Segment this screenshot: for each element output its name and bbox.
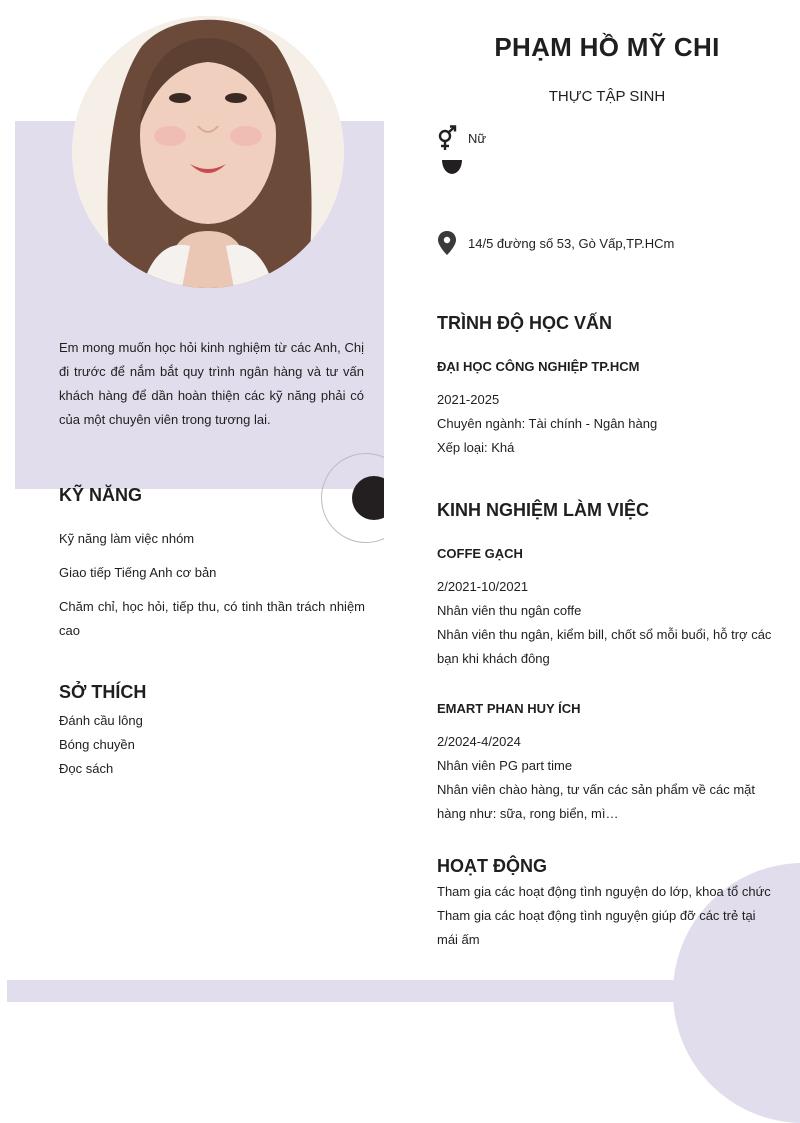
skill-item: Giao tiếp Tiếng Anh cơ bản: [59, 565, 217, 580]
skill-item: Chăm chỉ, học hỏi, tiếp thu, có tinh thần trách nhiệm cao: [59, 599, 365, 638]
job-company: EMART PHAN HUY ÍCH: [437, 701, 581, 716]
location-pin-icon: [436, 231, 458, 255]
skills-heading: KỸ NĂNG: [59, 485, 143, 505]
contact-gender: [436, 126, 486, 150]
job-period: 2/2024-4/2024: [437, 734, 521, 749]
job-description: Nhân viên thu ngân, kiểm bill, chốt sổ mỗi buổi, hỗ trợ các bạn khi khách đông: [437, 627, 772, 666]
skill-item: Kỹ năng làm việc nhóm: [59, 531, 195, 546]
job-position: Nhân viên thu ngân coffe: [437, 603, 582, 618]
job-period: 2/2021-10/2021: [437, 579, 529, 594]
education-major: Chuyên ngành: Tài chính - Ngân hàng: [437, 416, 658, 431]
avatar: [72, 16, 344, 288]
gender-icon: [436, 126, 458, 150]
activities-heading: HOẠT ĐỘNG: [437, 856, 547, 876]
education-rank: Xếp loại: Khá: [437, 440, 515, 455]
career-objective: Em mong muốn học hỏi kinh nghiệm từ các Anh, Chị đi trước để nắm bắt quy trình ngân hàng và tư vấn khách hàng để dần hoàn thiện các kỹ năng phải có của một chuyên viên trong tương lai.: [59, 340, 364, 427]
hobby-item: Bóng chuyền: [59, 737, 135, 752]
hobbies-heading: SỞ THÍCH: [59, 682, 147, 702]
contact-address: [436, 231, 674, 255]
job-description: Nhân viên chào hàng, tư vấn các sản phẩm về các mặt hàng như: sữa, rong biển, mì…: [437, 782, 755, 821]
candidate-name: PHẠM HỒ MỸ CHI: [494, 32, 720, 62]
education-heading: TRÌNH ĐỘ HỌC VẤN: [437, 313, 612, 333]
activity-item: Tham gia các hoạt động tình nguyện do lớp, khoa tổ chức: [437, 884, 771, 899]
phone-icon: [440, 160, 462, 188]
address-value: 14/5 đường số 53, Gò Vấp,TP.HCm: [468, 235, 675, 251]
school-name: ĐẠI HỌC CÔNG NGHIỆP TP.HCM: [437, 359, 640, 374]
experience-heading: KINH NGHIỆM LÀM VIỆC: [437, 500, 650, 520]
job-position: Nhân viên PG part time: [437, 758, 573, 773]
gender-value: Nữ: [468, 130, 487, 146]
activity-item: Tham gia các hoạt động tình nguyện giúp đỡ các trẻ tại mái ấm: [437, 908, 756, 947]
education-period: 2021-2025: [437, 392, 500, 407]
hobby-item: Đọc sách: [59, 761, 114, 776]
job-company: COFFE GẠCH: [437, 546, 523, 561]
job-title: THỰC TẬP SINH: [548, 88, 666, 105]
hobby-item: Đánh cầu lông: [59, 713, 143, 728]
